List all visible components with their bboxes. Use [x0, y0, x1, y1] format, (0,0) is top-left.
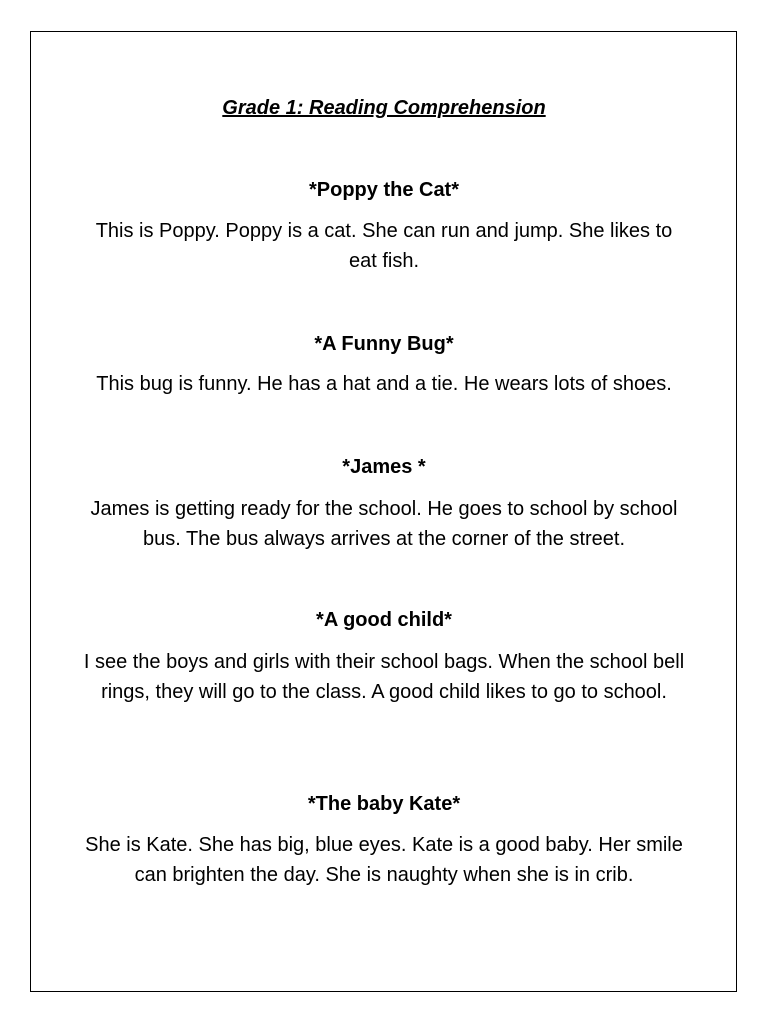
story-body-the-baby-kate: She is Kate. She has big, blue eyes. Kate is a good baby. Her smile can brighten the day. She is naughty when she is in crib. [85, 834, 683, 886]
story-heading-a-good-child: *A good child* [316, 609, 452, 631]
story-heading-the-baby-kate: *The baby Kate* [307, 793, 461, 815]
story-body-a-funny-bug: This bug is funny. He has a hat and a tie. He wears lots of shoes. [96, 373, 672, 395]
story-heading-a-funny-bug: *A Funny Bug* [314, 333, 454, 355]
story-body-james: James is getting ready for the school. He goes to school by school bus. The bus always arrives at the corner of the street. [90, 498, 678, 550]
story-body-a-good-child: I see the boys and girls with their school bags. When the school bell rings, they will go to the class. A good child likes to go to school. [83, 651, 685, 703]
story-heading-poppy-the-cat: *Poppy the Cat* [308, 179, 460, 201]
story-body-poppy-the-cat: This is Poppy. Poppy is a cat. She can run and jump. She likes to eat fish. [95, 220, 673, 272]
story-heading-james: *James * [342, 456, 426, 478]
page-title: Grade 1: Reading Comprehension [222, 97, 546, 119]
